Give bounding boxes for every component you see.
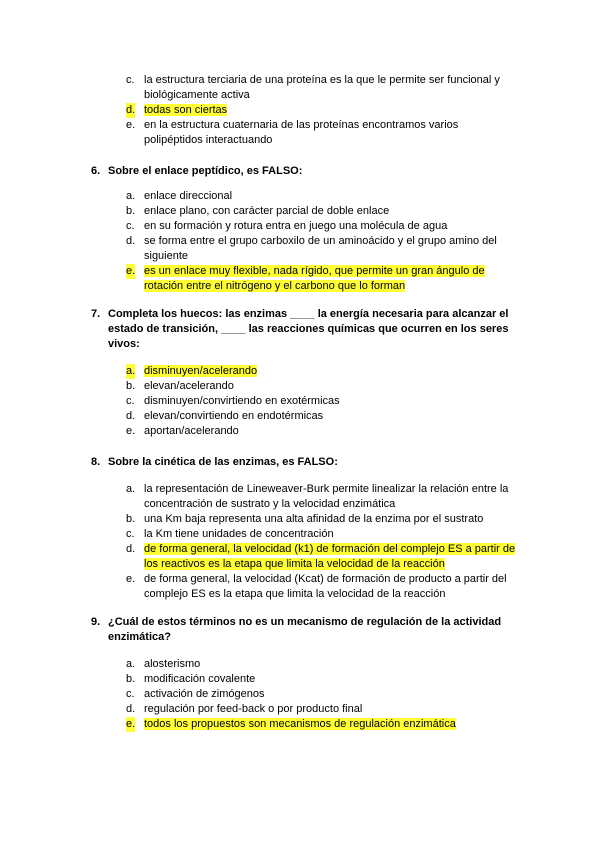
question-text: Completa los huecos: las enzimas ____ la energía necesaria para alcanzar el estado de transición, ____ las reacciones químicas que ocurren en los seres vivos: (108, 308, 509, 350)
option-letter: a. (126, 190, 136, 202)
option-letter: d. (126, 543, 136, 555)
option-text: regulación por feed-back o por producto final (144, 703, 363, 715)
question-number: 8. (91, 456, 101, 468)
option-b (0, 379, 520, 394)
question-number: 9. (91, 616, 101, 628)
option-d (0, 409, 520, 424)
option-text: aportan/acelerando (144, 425, 239, 437)
question-text: Sobre la cinética de las enzimas, es FALSO: (108, 456, 338, 468)
question-6 (91, 164, 526, 179)
option-text: en la estructura cuaternaria de las proteínas encontramos varios polipéptidos interactuando (144, 119, 459, 146)
question-8-options (0, 482, 520, 602)
option-a (0, 657, 520, 672)
question-9-options (0, 657, 520, 732)
option-c (0, 394, 520, 409)
option-text: la Km tiene unidades de concentración (144, 528, 334, 540)
option-letter: d. (126, 235, 136, 247)
option-text: de forma general, la velocidad (Kcat) de formación de producto a partir del complejo ES es la etapa que limita la velocidad de la reacción (144, 573, 507, 600)
option-c (0, 73, 520, 103)
option-b (0, 204, 520, 219)
option-e (0, 264, 520, 294)
option-letter: e. (126, 573, 136, 585)
option-text: la estructura terciaria de una proteína es la que le permite ser funcional y biológicamente activa (144, 74, 500, 101)
option-e (0, 424, 520, 439)
option-b (0, 672, 520, 687)
option-text: enlace plano, con carácter parcial de doble enlace (144, 205, 390, 217)
option-letter: c. (126, 395, 135, 407)
option-letter: e. (126, 265, 136, 277)
option-text: en su formación y rotura entra en juego una molécula de agua (144, 220, 448, 232)
option-c (0, 219, 520, 234)
option-letter: e. (126, 425, 136, 437)
option-letter: b. (126, 205, 136, 217)
option-letter: b. (126, 673, 136, 685)
option-text: elevan/convirtiendo en endotérmicas (144, 410, 324, 422)
option-e (0, 717, 520, 732)
option-d (0, 702, 520, 717)
option-letter: d. (126, 104, 136, 116)
question-6-options (0, 189, 520, 294)
option-e (0, 572, 520, 602)
question-7 (91, 307, 526, 352)
question-9 (91, 615, 526, 645)
option-letter: d. (126, 410, 136, 422)
option-text: alosterismo (144, 658, 201, 670)
option-text: la representación de Lineweaver-Burk permite linealizar la relación entre la concentración de sustrato y la velocidad enzimática (144, 483, 509, 510)
option-letter: b. (126, 513, 136, 525)
option-c (0, 527, 520, 542)
option-text: una Km baja representa una alta afinidad de la enzima por el sustrato (144, 513, 484, 525)
option-text: activación de zimógenos (144, 688, 265, 700)
question-number: 6. (91, 165, 101, 177)
question-text: ¿Cuál de estos términos no es un mecanismo de regulación de la actividad enzimática? (108, 616, 502, 643)
option-a (0, 364, 520, 379)
option-text-highlighted: es un enlace muy flexible, nada rígido, que permite un gran ángulo de rotación entre el nitrógeno y el carbono que lo forman (144, 265, 485, 292)
option-text-highlighted: de forma general, la velocidad (k1) de formación del complejo ES a partir de los reactivos es la etapa que limita la velocidad de la reacción (144, 543, 516, 570)
option-text: modificación covalente (144, 673, 256, 685)
option-c (0, 687, 520, 702)
option-a (0, 482, 520, 512)
option-letter: a. (126, 483, 136, 495)
continued-options (0, 73, 520, 148)
option-letter: d. (126, 703, 136, 715)
option-text-highlighted: todos los propuestos son mecanismos de regulación enzimática (144, 718, 456, 730)
question-number: 7. (91, 308, 101, 320)
option-text-highlighted: todas son ciertas (144, 104, 228, 116)
question-text: Sobre el enlace peptídico, es FALSO: (108, 165, 303, 177)
option-text: elevan/acelerando (144, 380, 234, 392)
option-text: disminuyen/convirtiendo en exotérmicas (144, 395, 340, 407)
option-text-highlighted: disminuyen/acelerando (144, 365, 258, 377)
option-text: enlace direccional (144, 190, 233, 202)
option-letter: c. (126, 220, 135, 232)
option-letter: c. (126, 528, 135, 540)
option-d (0, 234, 520, 264)
option-letter: c. (126, 688, 135, 700)
option-a (0, 189, 520, 204)
question-8 (91, 455, 526, 470)
option-letter: a. (126, 658, 136, 670)
option-letter: e. (126, 119, 136, 131)
option-letter: a. (126, 365, 136, 377)
option-letter: e. (126, 718, 136, 730)
option-letter: c. (126, 74, 135, 86)
option-d (0, 103, 520, 118)
option-letter: b. (126, 380, 136, 392)
question-7-options (0, 364, 520, 439)
option-text: se forma entre el grupo carboxilo de un aminoácido y el grupo amino del siguiente (144, 235, 497, 262)
option-d (0, 542, 520, 572)
option-e (0, 118, 520, 148)
option-b (0, 512, 520, 527)
